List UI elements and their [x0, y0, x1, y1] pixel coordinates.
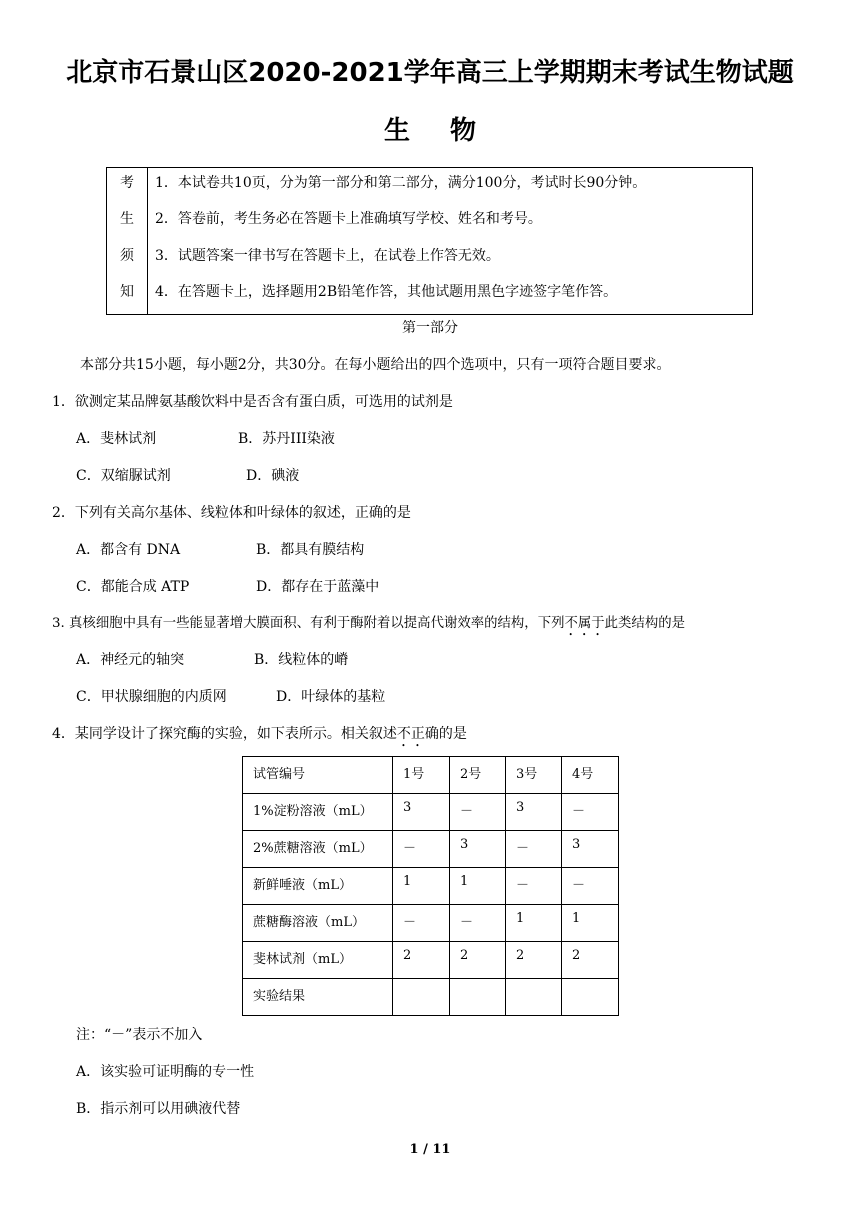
- table-cell: 1: [562, 905, 619, 942]
- table-cell: 1: [450, 868, 506, 905]
- q3-emphasis: 不属于: [564, 616, 605, 631]
- notice-heading-char: 知: [120, 284, 134, 300]
- table-cell: 3: [450, 831, 506, 868]
- question-2-stem: 2．下列有关高尔基体、线粒体和叶绿体的叙述，正确的是: [52, 505, 411, 521]
- part-intro: 本部分共15小题，每小题2分，共30分。在每小题给出的四个选项中，只有一项符合题目要求。: [80, 357, 671, 373]
- table-cell: [562, 979, 619, 1016]
- part-title: 第一部分: [402, 320, 458, 336]
- q2-option-d: D．都存在于蓝藻中: [256, 579, 380, 595]
- table-cell: 斐林试剂（mL）: [243, 942, 393, 979]
- q1-option-d: D．碘液: [246, 468, 300, 484]
- table-cell: 2: [393, 942, 450, 979]
- table-header-row: [243, 757, 619, 794]
- q3-option-d: D．叶绿体的基粒: [276, 689, 386, 705]
- table-cell: [393, 979, 450, 1016]
- question-3-stem: [52, 612, 685, 639]
- table-cell: －: [506, 868, 562, 905]
- table-cell: [506, 979, 562, 1016]
- q3-option-b: B．线粒体的嵴: [254, 652, 349, 668]
- experiment-table: [242, 756, 619, 1016]
- table-header-cell: 试管编号: [243, 757, 393, 794]
- notice-heading-char: 须: [120, 248, 134, 264]
- q2-option-a: A．都含有 DNA: [76, 542, 181, 558]
- table-cell: 蔗糖酶溶液（mL）: [243, 905, 393, 942]
- q3-stem-text-end: 此类结构的是: [604, 616, 685, 631]
- table-row: [243, 868, 619, 905]
- table-row: [243, 979, 619, 1016]
- table-cell: 3: [506, 794, 562, 831]
- notice-item: 2．答卷前，考生务必在答题卡上准确填写学校、姓名和考号。: [155, 211, 542, 227]
- q4-emphasis: 不正: [396, 726, 425, 742]
- table-cell: 1%淀粉溶液（mL）: [243, 794, 393, 831]
- table-cell: －: [393, 905, 450, 942]
- table-cell: －: [450, 794, 506, 831]
- table-cell: 2: [450, 942, 506, 979]
- question-1-stem: 1．欲测定某品牌氨基酸饮料中是否含有蛋白质，可选用的试剂是: [52, 394, 453, 410]
- notice-heading: [107, 168, 148, 314]
- q4-stem-text-end: 确的是: [424, 726, 467, 742]
- table-cell: －: [450, 905, 506, 942]
- notice-item: 1．本试卷共10页，分为第一部分和第二部分，满分100分，考试时长90分钟。: [155, 175, 647, 191]
- notice-heading-char: 考: [120, 175, 134, 191]
- q1-option-b: B．苏丹III染液: [238, 431, 335, 447]
- table-header-cell: 2号: [450, 757, 506, 794]
- notice-heading-char: 生: [120, 211, 134, 227]
- table-cell: 3: [562, 831, 619, 868]
- q4-option-a: A．该实验可证明酶的专一性: [76, 1064, 255, 1080]
- table-cell: －: [393, 831, 450, 868]
- table-row: [243, 905, 619, 942]
- table-cell: －: [562, 868, 619, 905]
- table-cell: 2: [562, 942, 619, 979]
- table-cell: [450, 979, 506, 1016]
- table-cell: 2: [506, 942, 562, 979]
- q3-stem-text: 3. 真核细胞中具有一些能显著增大膜面积、有利于酶附着以提高代谢效率的结构，下列: [52, 616, 565, 631]
- table-cell: 2%蔗糖溶液（mL）: [243, 831, 393, 868]
- q4-stem-text: 4．某同学设计了探究酶的实验，如下表所示。相关叙述: [52, 726, 397, 742]
- table-cell: 1: [393, 868, 450, 905]
- q3-option-a: A．神经元的轴突: [76, 652, 185, 668]
- q1-option-c: C．双缩脲试剂: [76, 468, 171, 484]
- table-cell: 1: [506, 905, 562, 942]
- notice-item: 4．在答题卡上，选择题用2B铅笔作答，其他试题用黑色字迹签字笔作答。: [155, 284, 618, 300]
- table-row: [243, 831, 619, 868]
- table-cell: 3: [393, 794, 450, 831]
- q2-option-b: B．都具有膜结构: [256, 542, 365, 558]
- page-number: 1 / 11: [409, 1142, 451, 1157]
- table-cell: 新鲜唾液（mL）: [243, 868, 393, 905]
- table-cell: 实验结果: [243, 979, 393, 1016]
- notice-item: 3．试题答案一律书写在答题卡上，在试卷上作答无效。: [155, 248, 500, 264]
- table-header-cell: 4号: [562, 757, 619, 794]
- q3-option-c: C．甲状腺细胞的内质网: [76, 689, 227, 705]
- q4-option-b: B．指示剂可以用碘液代替: [76, 1101, 241, 1117]
- subject-title: 生物: [383, 116, 516, 146]
- table-note: 注：“－”表示不加入: [76, 1027, 203, 1043]
- q1-option-a: A．斐林试剂: [76, 431, 157, 447]
- table-row: [243, 794, 619, 831]
- table-row: [243, 942, 619, 979]
- table-header-cell: 3号: [506, 757, 562, 794]
- table-cell: －: [506, 831, 562, 868]
- page-title: 北京市石景山区2020-2021学年高三上学期期末考试生物试题: [66, 58, 794, 88]
- question-4-stem: [52, 723, 467, 750]
- q2-option-c: C．都能合成 ATP: [76, 579, 190, 595]
- table-header-cell: 1号: [393, 757, 450, 794]
- exam-notice-box: [106, 167, 753, 315]
- table-cell: －: [562, 794, 619, 831]
